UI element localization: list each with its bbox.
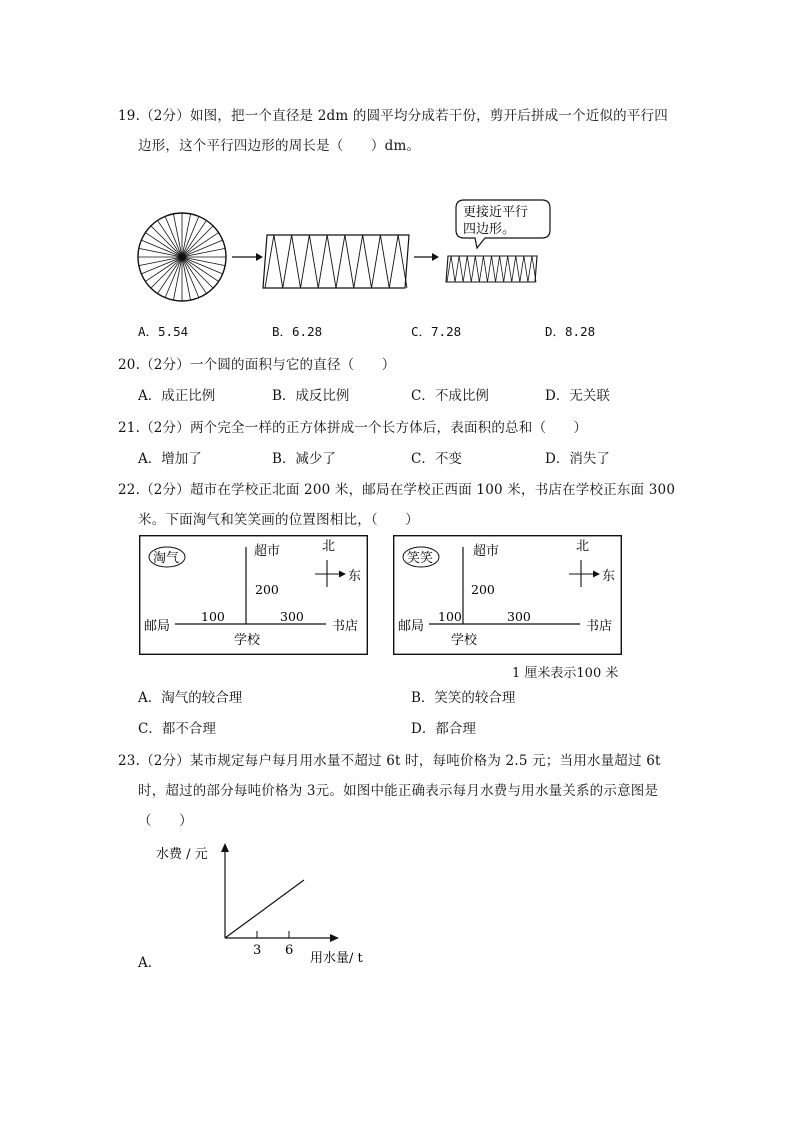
q20-option-c[interactable]: C．不成比例 [411,388,489,404]
q22-option-a[interactable]: A．淘气的较合理 [138,690,243,706]
q21-text: 21.（2分）两个完全一样的正方体拼成一个长方体后，表面积的总和（ ） [118,420,588,436]
xiaoxiao-school: 学校 [451,633,478,648]
graph-ylabel: 水费 / 元 [156,847,208,862]
xiaoxiao-east: 东 [602,569,616,584]
xiaoxiao-100: 100 [438,609,462,624]
taoqi-bookstore: 书店 [332,619,359,634]
taoqi-supermarket: 超市 [254,544,281,559]
q22-text-line2: 米。下面淘气和笑笑画的位置图相比，（ ） [138,512,419,528]
q23-text-line1: 23.（2分）某市规定每户每月用水量不超过 6t 时，每吨价格为 2.5 元；当用水量超过 6t [118,753,661,769]
q19-figure [130,190,560,305]
graph-line [225,880,304,938]
taoqi-map [139,535,369,657]
q23-option-a[interactable]: A. [138,955,153,971]
q23-text-line3: （ ） [138,813,193,829]
q19-text-line2: 边形，这个平行四边形的周长是（ ）dm。 [138,138,421,154]
xiaoxiao-bookstore: 书店 [586,619,613,634]
graph-tick-3: 3 [253,943,262,958]
taoqi-east: 东 [348,569,362,584]
q22-option-c[interactable]: C．都不合理 [138,721,216,737]
q19-text-line1: 19.（2分）如图，把一个直径是 2dm 的圆平均分成若干份，剪开后拼成一个近似的平行四 [118,108,668,124]
q22-option-b[interactable]: B．笑笑的较合理 [411,690,516,706]
arrow-2 [414,253,439,261]
xiaoxiao-north: 北 [576,539,590,554]
taoqi-name: 淘气 [153,551,180,566]
q20-option-a[interactable]: A．成正比例 [138,388,216,404]
q21-option-a[interactable]: A．增加了 [138,451,202,467]
bubble-text-line2: 四边形。 [463,222,516,237]
parallelogram-coarse [263,235,409,288]
divided-circle [138,213,226,301]
speech-bubble [456,200,550,248]
arrow-1 [232,253,263,261]
xiaoxiao-map [393,535,623,657]
parallelogram-fine [446,256,537,282]
xiaoxiao-supermarket: 超市 [473,544,500,559]
bubble-text-line1: 更接近平行 [463,205,529,220]
xiaoxiao-300: 300 [507,609,531,624]
q20-option-b[interactable]: B．成反比例 [272,388,350,404]
taoqi-north: 北 [322,539,336,554]
q21-option-d[interactable]: D．消失了 [545,451,610,467]
taoqi-300: 300 [280,609,304,624]
map-scale-note: 1 厘米表示100 米 [512,666,619,681]
graph-xlabel: 用水量/ t [310,951,363,966]
q20-text: 20.（2分）一个圆的面积与它的直径（ ） [118,357,396,373]
xiaoxiao-post-office: 邮局 [398,619,425,634]
q19-option-d[interactable]: D．8.28 [545,324,596,339]
taoqi-200: 200 [255,582,279,597]
taoqi-post-office: 邮局 [144,619,171,634]
q22-text-line1: 22.（2分）超市在学校正北面 200 米，邮局在学校正西面 100 米，书店在学校正东面 300 [118,482,676,498]
taoqi-100: 100 [201,609,225,624]
taoqi-school: 学校 [234,633,261,648]
q20-option-d[interactable]: D．无关联 [545,388,610,404]
q23-text-line2: 时，超过的部分每吨价格为 3元。如图中能正确表示每月水费与用水量关系的示意图是 [138,783,659,799]
q21-option-b[interactable]: B．减少了 [272,451,336,467]
q21-option-c[interactable]: C．不变 [411,451,462,467]
q19-option-a[interactable]: A．5.54 [138,324,189,339]
q19-option-c[interactable]: C．7.28 [411,324,462,339]
graph-tick-6: 6 [285,943,294,958]
q19-option-b[interactable]: B．6.28 [272,324,323,339]
q22-option-d[interactable]: D．都合理 [411,721,476,737]
xiaoxiao-name: 笑笑 [407,551,434,566]
q23-graph-a [150,838,390,973]
xiaoxiao-200: 200 [471,582,495,597]
